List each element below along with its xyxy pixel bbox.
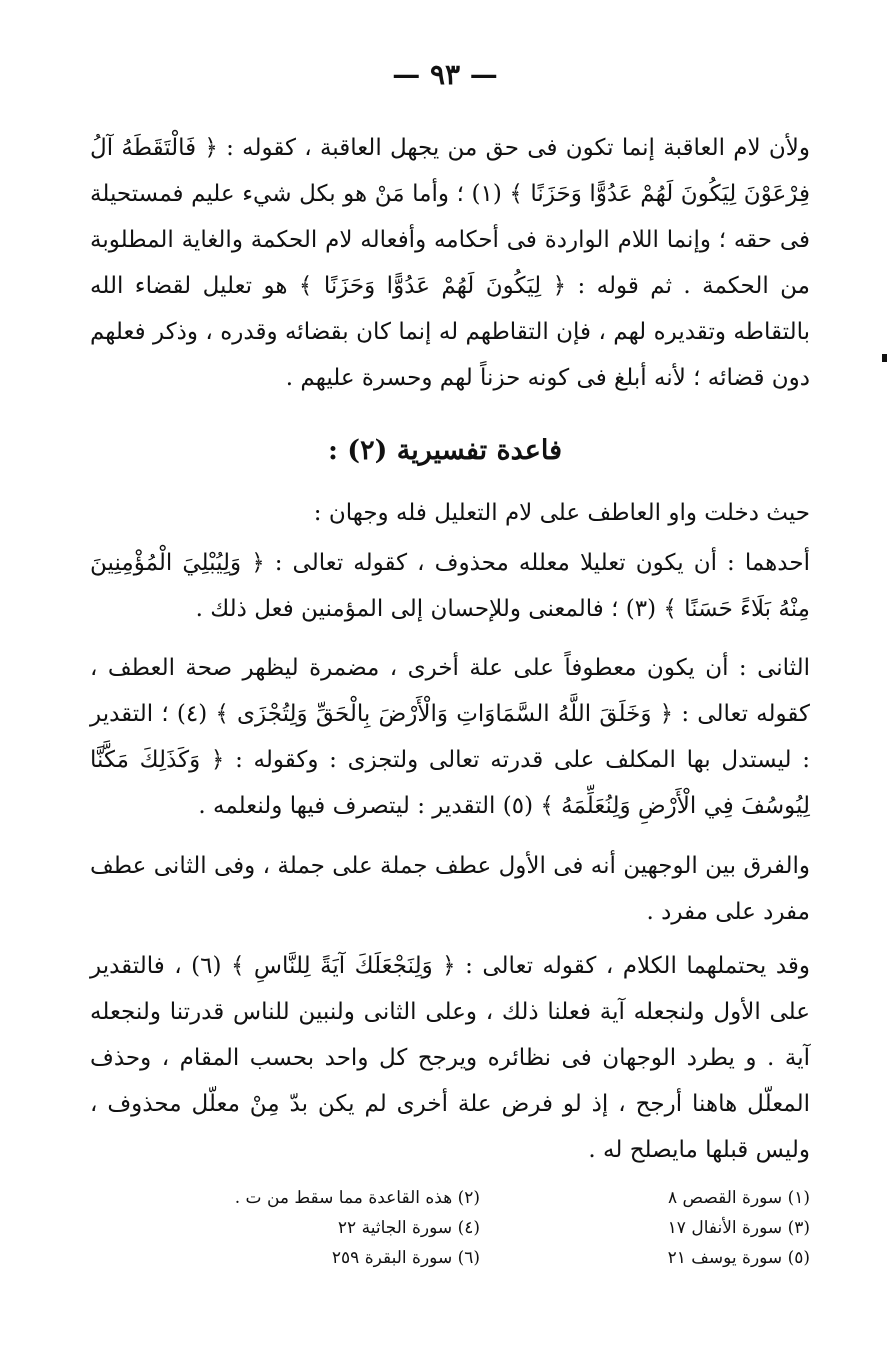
margin-mark — [882, 354, 887, 362]
paragraph-6: وقد يحتملهما الكلام ، كقوله تعالى : ﴿ وَلِنَجْعَلَكَ آيَةً لِلنَّاسِ ﴾ (٦) ، فالتقدير على الأول ولنجعله آية فعلنا ذلك ، وعلى الثانى ولنبين للناس قدرتنا ولنجعله آية . و يطرد الوجهان فى نظائره ويرجح كل واحد بحسب المقام ، وحذف المعلّل هاهنا أرجح ، إذ لو فرض علة أخرى لم يكن بدّ مِنْ معلّل محذوف ، وليس قبلها مايصلح له . — [90, 953, 810, 1163]
footnote-2: (٢) هذه القاعدة مما سقط من ت . — [234, 1188, 480, 1208]
paragraph-1: ولأن لام العاقبة إنما تكون فى حق من يجهل العاقبة ، كقوله : ﴿ فَالْتَقَطَهُ آلُ فِرْعَوْنَ لِيَكُونَ لَهُمْ عَدُوًّا وَحَزَنًا ﴾ (١) ؛ وأما مَنْ هو بكل شيء عليم فمستحيلة فى حقه ؛ وإنما اللام الواردة فى أحكامه وأفعاله لام الحكمة والغاية المطلوبة من الحكمة . ثم قوله : ﴿ لِيَكُونَ لَهُمْ عَدُوًّا وَحَزَنًا ﴾ هو تعليل لقضاء الله بالتقاطه وتقديره لهم ، فإن التقاطهم له إنما كان بقضائه وقدره ، وذكر فعلهم دون قضائه ؛ لأنه أبلغ فى كونه حزناً لهم وحسرة عليهم . — [90, 135, 810, 391]
paragraph-2: حيث دخلت واو العاطف على لام التعليل فله وجهان : — [313, 500, 810, 526]
footnote-4: (٤) سورة الجاثية ٢٢ — [337, 1218, 480, 1238]
paragraph-4: الثانى : أن يكون معطوفاً على علة أخرى ، مضمرة ليظهر صحة العطف ، كقوله تعالى : ﴿ وَخَلَقَ اللَّهُ السَّمَاوَاتِ وَالْأَرْضَ بِالْحَقِّ وَلِتُجْزَى ﴾ (٤) ؛ التقدير : ليستدل بها المكلف على قدرته تعالى ولتجزى : وكقوله : ﴿ وَكَذَلِكَ مَكَّنَّا لِيُوسُفَ فِي الْأَرْضِ وَلِنُعَلِّمَهُ ﴾ (٥) التقدير : ليتصرف فيها ولنعلمه . — [90, 655, 810, 819]
footnote-1: (١) سورة القصص ٨ — [668, 1188, 810, 1208]
page-number: — ٩٣ — — [392, 58, 498, 91]
footnotes — [150, 1183, 810, 1273]
footnote-3: (٣) سورة الأنفال ١٧ — [667, 1218, 810, 1238]
footnote-6: (٦) سورة البقرة ٢٥٩ — [331, 1248, 480, 1268]
paragraph-3: أحدهما : أن يكون تعليلا معلله محذوف ، كقوله تعالى : ﴿ وَلِيُبْلِيَ الْمُؤْمِنِينَ مِنْهُ بَلَاءً حَسَنًا ﴾ (٣) ؛ فالمعنى وللإحسان إلى المؤمنين فعل ذلك . — [90, 550, 810, 622]
section-heading: فاعدة تفسيرية (٢) : — [327, 435, 563, 466]
paragraph-5: والفرق بين الوجهين أنه فى الأول عطف جملة على جملة ، وفى الثانى عطف مفرد على مفرد . — [90, 853, 810, 925]
footnote-5: (٥) سورة يوسف ٢١ — [667, 1248, 810, 1268]
